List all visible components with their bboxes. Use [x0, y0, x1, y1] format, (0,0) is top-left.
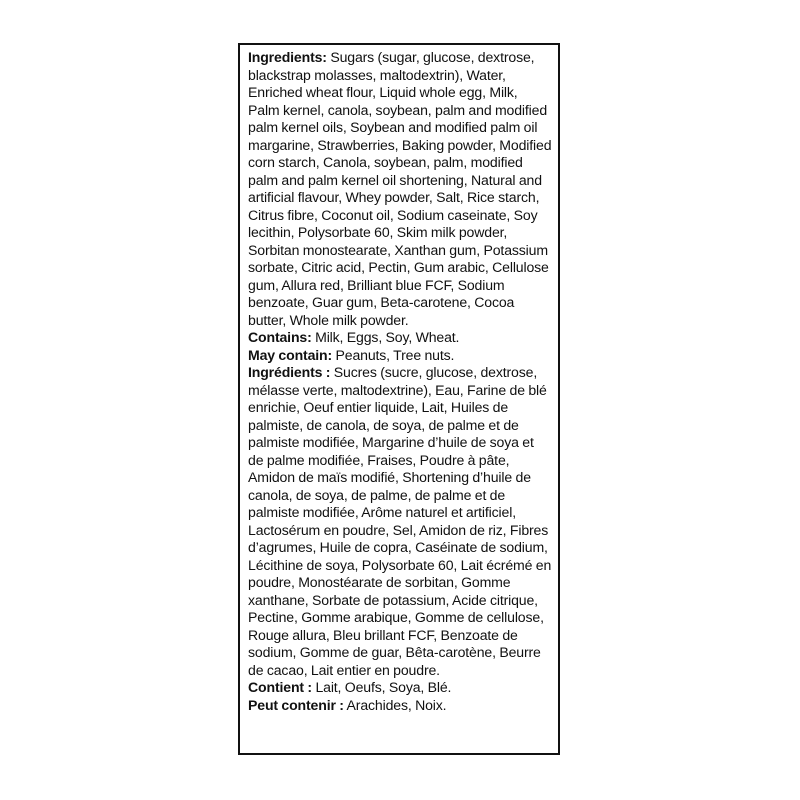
- may-contain-en-heading: May contain:: [248, 346, 333, 363]
- may-contain-en: [248, 347, 552, 365]
- contains-en: [248, 329, 552, 347]
- ingredients-label-panel: [238, 43, 560, 755]
- contains-fr: [248, 679, 552, 697]
- may-contain-en-text: Peanuts, Tree nuts.: [335, 346, 455, 363]
- ingredients-fr-heading: Ingrédients :: [248, 364, 331, 380]
- ingredients-fr: [248, 364, 552, 679]
- ingredients-fr-text: Sucres (sucre, glucose, dextrose, mélasse verte, maltodextrine), Eau, Farine de blé enrichie, Oeuf entier liquide, Lait, Huiles de palmiste, de canola, de soya, de palme et de palmiste modifiée, Margarine d’huile de soya et de palme modifiée, Fraises, Poudre à pâte, Amidon de maïs modifié, Shortening d’huile de canola, de soya, de palme, de palme et de palmiste modifiée, Arôme naturel et artificiel, Lactosérum en poudre, Sel, Amidon de riz, Fibres d’agrumes, Huile de copra, Caséinate de sodium, Lécithine de soya, Polysorbate 60, Lait écrémé en poudre, Monostéarate de sorbitan, Gomme xanthane, Sorbate de potassium, Acide citrique, Pectine, Gomme arabique, Gomme de cellulose, Rouge allura, Bleu brillant FCF, Benzoate de sodium, Gomme de guar, Bêta-carotène, Beurre de cacao, Lait entier en poudre.: [248, 364, 552, 678]
- ingredients-en: [248, 49, 552, 329]
- may-contain-fr: [248, 697, 552, 715]
- contains-en-text: Milk, Eggs, Soy, Wheat.: [315, 329, 460, 345]
- may-contain-fr-heading: Peut contenir :: [248, 696, 344, 713]
- ingredients-en-heading: Ingredients:: [248, 49, 327, 65]
- contains-fr-text: Lait, Oeufs, Soya, Blé.: [315, 679, 452, 695]
- contains-fr-heading: Contient :: [248, 679, 312, 695]
- may-contain-fr-text: Arachides, Noix.: [346, 696, 447, 713]
- ingredients-en-text: Sugars (sugar, glucose, dextrose, blackstrap molasses, maltodextrin), Water, Enriched wheat flour, Liquid whole egg, Milk, Palm kernel, canola, soybean, palm and modified palm kernel oils, Soybean and modified palm oil margarine, Strawberries, Baking powder, Modified corn starch, Canola, soybean, palm, modified palm and palm kernel oil shortening, Natural and artificial flavour, Whey powder, Salt, Rice starch, Citrus fibre, Coconut oil, Sodium caseinate, Soy lecithin, Polysorbate 60, Skim milk powder, Sorbitan monostearate, Xanthan gum, Potassium sorbate, Citric acid, Pectin, Gum arabic, Cellulose gum, Allura red, Brilliant blue FCF, Sodium benzoate, Guar gum, Beta-carotene, Cocoa butter, Whole milk powder.: [248, 49, 552, 328]
- contains-en-heading: Contains:: [248, 329, 312, 345]
